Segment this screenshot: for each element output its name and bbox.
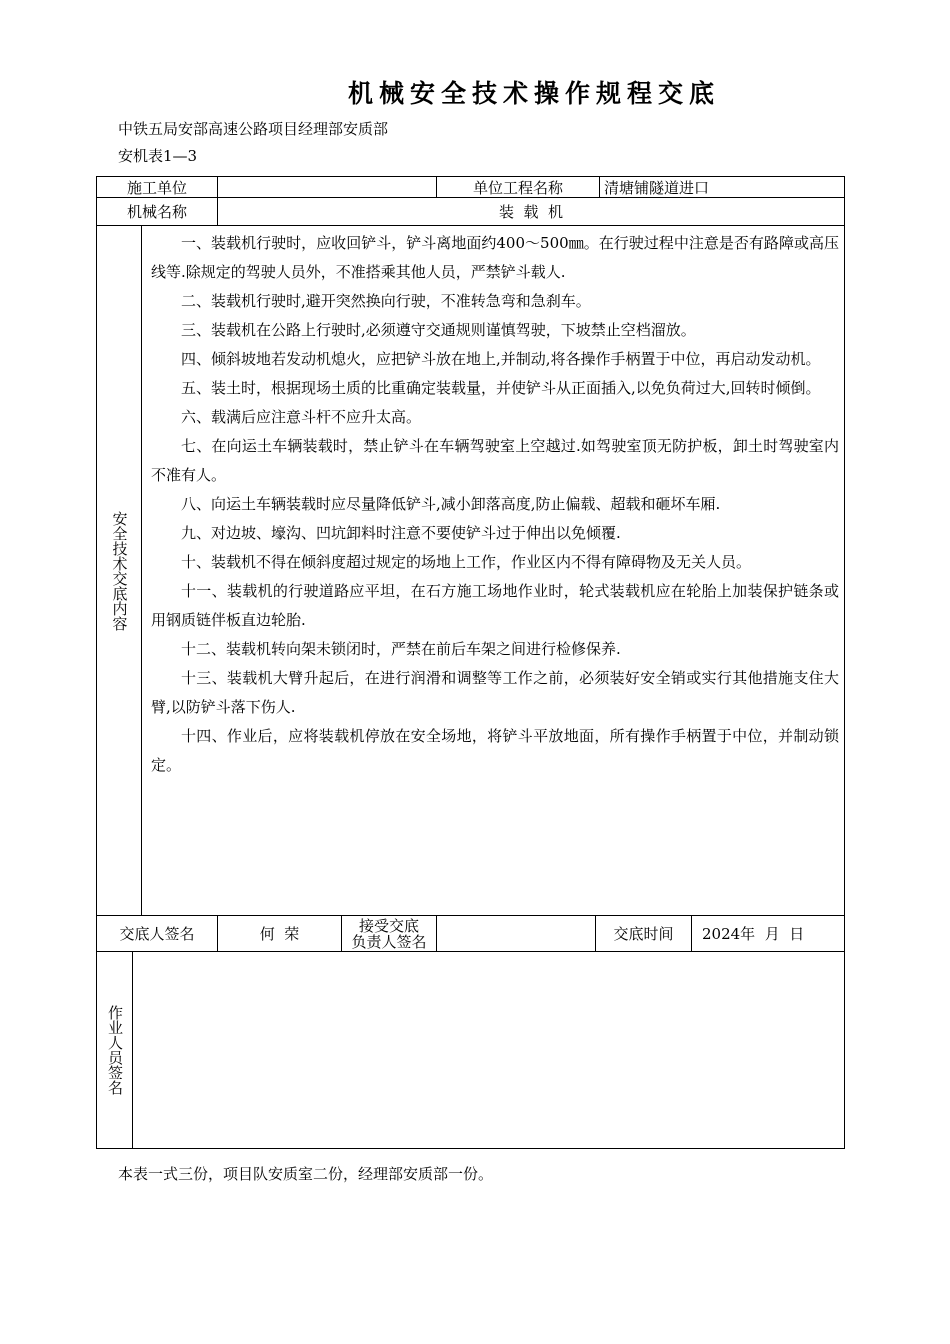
machine-name-label: 机械名称 [126, 203, 187, 221]
content-paragraph: 七、在向运土车辆装载时，禁止铲斗在车辆驾驶室上空越过.如驾驶室顶无防护板，卸土时驾驶室内不准有人。 [151, 437, 839, 484]
section-label-cell [97, 226, 141, 915]
content-paragraph: 二、装载机行驶时,避开突然换向行驶，不准转急弯和急刹车。 [181, 292, 591, 310]
machine-name-value: 装 载 机 [498, 203, 564, 221]
content-paragraph: 十、装载机不得在倾斜度超过规定的场地上工作，作业区内不得有障碍物及无关人员。 [181, 553, 752, 571]
receiver-signature-value [437, 916, 595, 951]
content-paragraph: 九、对边坡、壕沟、凹坑卸料时注意不要使铲斗过于伸出以免倾覆. [181, 524, 621, 542]
discloser-signature-label: 交底人签名 [119, 925, 195, 943]
content-paragraph: 五、装土时，根据现场土质的比重确定装载量，并使铲斗从正面插入,以免负荷过大,回转时倾倒。 [181, 379, 821, 397]
safety-content-label: 安全技术交底内容 [110, 510, 129, 631]
content-paragraph: 一、装载机行驶时，应收回铲斗，铲斗离地面约400～500㎜。在行驶过程中注意是否有路障或高压线等.除规定的驾驶人员外，不准搭乘其他人员，严禁铲斗载人. [151, 234, 839, 281]
content-paragraph: 四、倾斜坡地若发动机熄火，应把铲斗放在地上,并制动,将各操作手柄置于中位，再启动发动机。 [181, 350, 821, 368]
safety-content-body [151, 229, 839, 780]
disclosure-table [96, 176, 845, 1149]
content-paragraph: 十二、装载机转向架未锁闭时，严禁在前后车架之间进行检修保养. [181, 640, 621, 658]
form-code: 安机表1—3 [118, 147, 198, 165]
workers-signature-label: 作业人员签名 [106, 1005, 124, 1095]
disclosure-date-label: 交底时间 [613, 925, 674, 943]
receiver-label-line1: 接受交底 [358, 916, 419, 935]
footnote: 本表一式三份，项目队安质室二份，经理部安质部一份。 [118, 1165, 494, 1183]
project-name-value: 清塘铺隧道进口 [604, 178, 710, 197]
content-paragraph: 三、装载机在公路上行驶时,必须遵守交通规则谨慎驾驶，下坡禁止空档溜放。 [181, 321, 696, 339]
receiver-signature-label [342, 916, 436, 951]
workers-signature-area [133, 952, 844, 1148]
content-paragraph: 十三、装载机大臂升起后，在进行润滑和调整等工作之前，必须装好安全销或实行其他措施支住大臂,以防铲斗落下伤人. [151, 669, 839, 716]
content-paragraph: 六、载满后应注意斗杆不应升太高。 [181, 408, 422, 426]
construction-unit-label: 施工单位 [126, 178, 187, 197]
project-name-label: 单位工程名称 [472, 178, 563, 197]
content-paragraph: 八、向运土车辆装载时应尽量降低铲斗,减小卸落高度,防止偏载、超载和砸坏车厢. [181, 495, 721, 513]
content-paragraph: 十一、装载机的行驶道路应平坦，在石方施工场地作业时，轮式装载机应在轮胎上加装保护链条或用钢质链伴板直边轮胎. [151, 582, 839, 629]
construction-unit-value [218, 177, 436, 197]
workers-label-cell [97, 952, 132, 1148]
receiver-label-line2: 负责人签名 [351, 932, 427, 951]
organization-name: 中铁五局安部高速公路项目经理部安质部 [118, 120, 389, 138]
row-divider [97, 225, 844, 226]
discloser-signature-value: 何 荣 [259, 925, 300, 943]
content-paragraph: 十四、作业后，应将装载机停放在安全场地，将铲斗平放地面，所有操作手柄置于中位，并制动锁定。 [151, 727, 839, 774]
disclosure-date-value: 2024年 月 日 [702, 925, 805, 943]
column-divider [141, 225, 142, 915]
document-title: 机械安全技术操作规程交底 [347, 79, 720, 108]
